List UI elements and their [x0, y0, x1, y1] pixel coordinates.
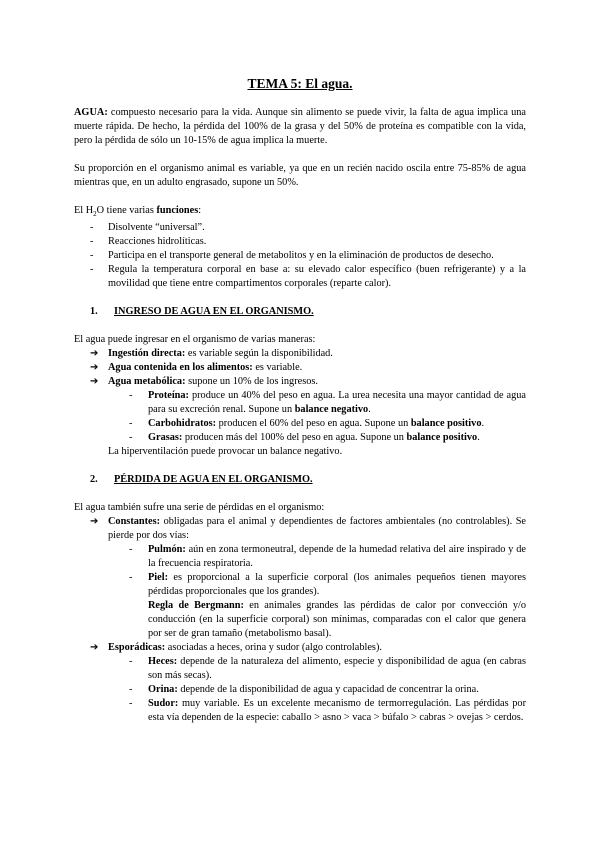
esporadicas-sub-list: [74, 655, 526, 725]
section2-lead: El agua también sufre una serie de pérdidas en el organismo:: [74, 502, 325, 514]
list-item: ➔ Ingestión directa: es variable según la disponibilidad.: [90, 348, 333, 360]
list-item: - Carbohidratos: producen el 60% del peso en agua. Supone un balance positivo.: [129, 418, 485, 430]
list-item: ➔ Agua contenida en los alimentos: es variable.: [90, 362, 303, 374]
section1-list: [74, 347, 526, 389]
list-item: - Grasas: producen más del 100% del peso en agua. Supone un balance positivo.: [129, 432, 480, 444]
section2-list-constantes: [74, 515, 526, 543]
section2-heading: 2. PÉRDIDA DE AGUA EN EL ORGANISMO.: [90, 474, 313, 486]
arrow-icon: ➔: [90, 348, 99, 360]
section1-lead: El agua puede ingresar en el organismo de varias maneras:: [74, 334, 316, 346]
list-item: - Regula la temperatura corporal en base a: su elevado calor específico (buen refrigerante) y a la movilidad que tiene entre compartimentos corporales (reparte calor).: [90, 264, 526, 290]
list-item: ➔ Constantes: obligadas para el animal y dependientes de factores ambientales (no controlables). Se pierde por dos vías:: [90, 516, 526, 542]
list-item: - Piel: es proporcional a la superficie corporal (los animales pequeños tienen mayores pérdidas proporcionales que los grandes).: [129, 572, 526, 598]
arrow-icon: ➔: [90, 376, 99, 388]
list-item: - Pulmón: aún en zona termoneutral, depende de la humedad relativa del aire inspirado y de la frecuencia respiratoria.: [129, 544, 526, 570]
intro-paragraph: [74, 106, 526, 148]
hyperventilation-note: La hiperventilación puede provocar un balance negativo.: [108, 446, 343, 458]
document-title: TEMA 5: El agua.: [247, 76, 353, 91]
intro-text: compuesto necesario para la vida. Aunque sin alimento se puede vivir, la falta de agua implica una muerte rápida. De hecho, la pérdida del 100% de la grasa y del 50% de proteína es compatible con la vida, pero la pérdida de sólo un 10-15% de agua implica la muerte.: [74, 107, 526, 146]
list-item: - Orina: depende de la disponibilidad de agua y capacidad de concentrar la orina.: [129, 684, 479, 696]
functions-lead: El $H_2O$ tiene varias funciones:: [74, 205, 202, 219]
constantes-sub-list: [74, 543, 526, 599]
arrow-icon: ➔: [90, 516, 99, 528]
proportion-paragraph: Su proporción en el organismo animal es variable, ya que en un recién nacido oscila entre 75-85% de agua mientras que, en un adulto engrasado, supone un 50%.: [74, 163, 526, 188]
list-item: - Heces: depende de la naturaleza del alimento, especie y disponibilidad de agua (en cabras son más secas).: [129, 656, 526, 682]
section2-list-esporadicas: [74, 641, 526, 655]
intro-label: AGUA:: [74, 107, 108, 118]
list-item: - Reacciones hidrolíticas.: [90, 236, 207, 248]
list-item: - Disolvente “universal”.: [90, 222, 205, 234]
list-item: - Participa en el transporte general de metabolitos y en la eliminación de productos de desecho.: [90, 250, 494, 262]
list-item: - Proteína: produce un 40% del peso en agua. La urea necesita una mayor cantidad de agua para su excreción renal. Supone un balance negativo.: [129, 390, 526, 416]
arrow-icon: ➔: [90, 362, 99, 374]
list-item: ➔ Agua metabólica: supone un 10% de los ingresos.: [90, 376, 318, 388]
list-item: - Sudor: muy variable. Es un excelente mecanismo de termorregulación. Las pérdidas por esta vía dependen de la especie: caballo > asno > vaca > búfalo > cabras > ovejas > cerdos.: [129, 698, 526, 724]
section1-heading: 1. INGRESO DE AGUA EN EL ORGANISMO.: [90, 306, 314, 318]
bergmann-rule: Regla de Bergmann: en animales grandes las pérdidas de calor por convección y/o conducción (en la superficie corporal) son mínimas, comparadas con el calor que genera por ser de gran tamaño (metabolismo basal).: [148, 600, 527, 640]
document-page: [74, 76, 526, 725]
list-item: ➔ Esporádicas: asociadas a heces, orina y sudor (algo controlables).: [90, 642, 382, 654]
functions-list: [74, 221, 526, 291]
arrow-icon: ➔: [90, 642, 99, 654]
metabolic-water-list: [74, 389, 526, 445]
